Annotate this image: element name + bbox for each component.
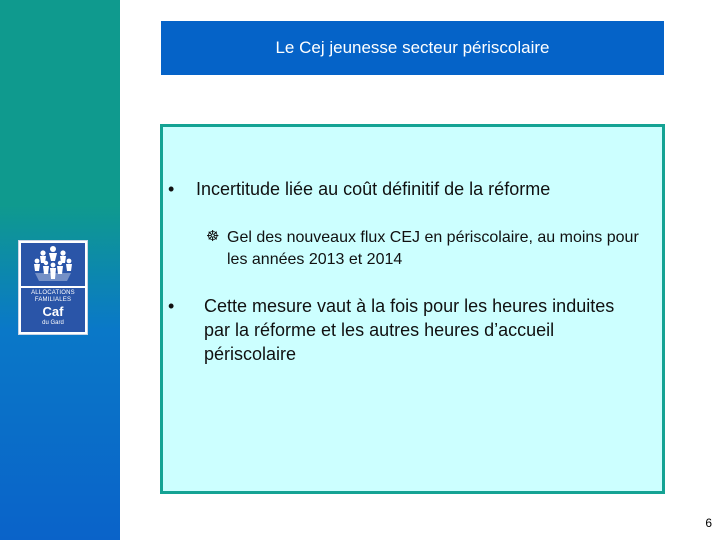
bullet-marker-2: • [168, 296, 175, 316]
bullet-marker-1: • [168, 179, 175, 199]
wheel-bullet-icon: ☸ [206, 228, 220, 245]
logo-name: Caf [42, 304, 64, 319]
logo-department: du Gard [42, 320, 64, 326]
caf-logo [18, 240, 88, 335]
sub-bullet-text-1: Gel des nouveaux flux CEJ en périscolaire, au moins pour les années 2013 et 2014 [227, 229, 639, 268]
logo-line-1: ALLOCATIONS [31, 290, 75, 296]
bullet-text-1: Incertitude liée au coût définitif de la réforme [196, 179, 551, 199]
slide-title: Le Cej jeunesse secteur périscolaire [275, 38, 550, 57]
page-number: 6 [705, 516, 712, 530]
logo-emblem [21, 243, 85, 286]
logo-text-block [21, 288, 85, 332]
bullet-text-2: Cette mesure vaut à la fois pour les heures induites par la réforme et les autres heures d’accueil périscolaire [204, 296, 615, 364]
family-figures-icon [21, 243, 85, 286]
slide-title-bar [161, 21, 664, 75]
logo-line-2: FAMILIALES [34, 297, 72, 303]
